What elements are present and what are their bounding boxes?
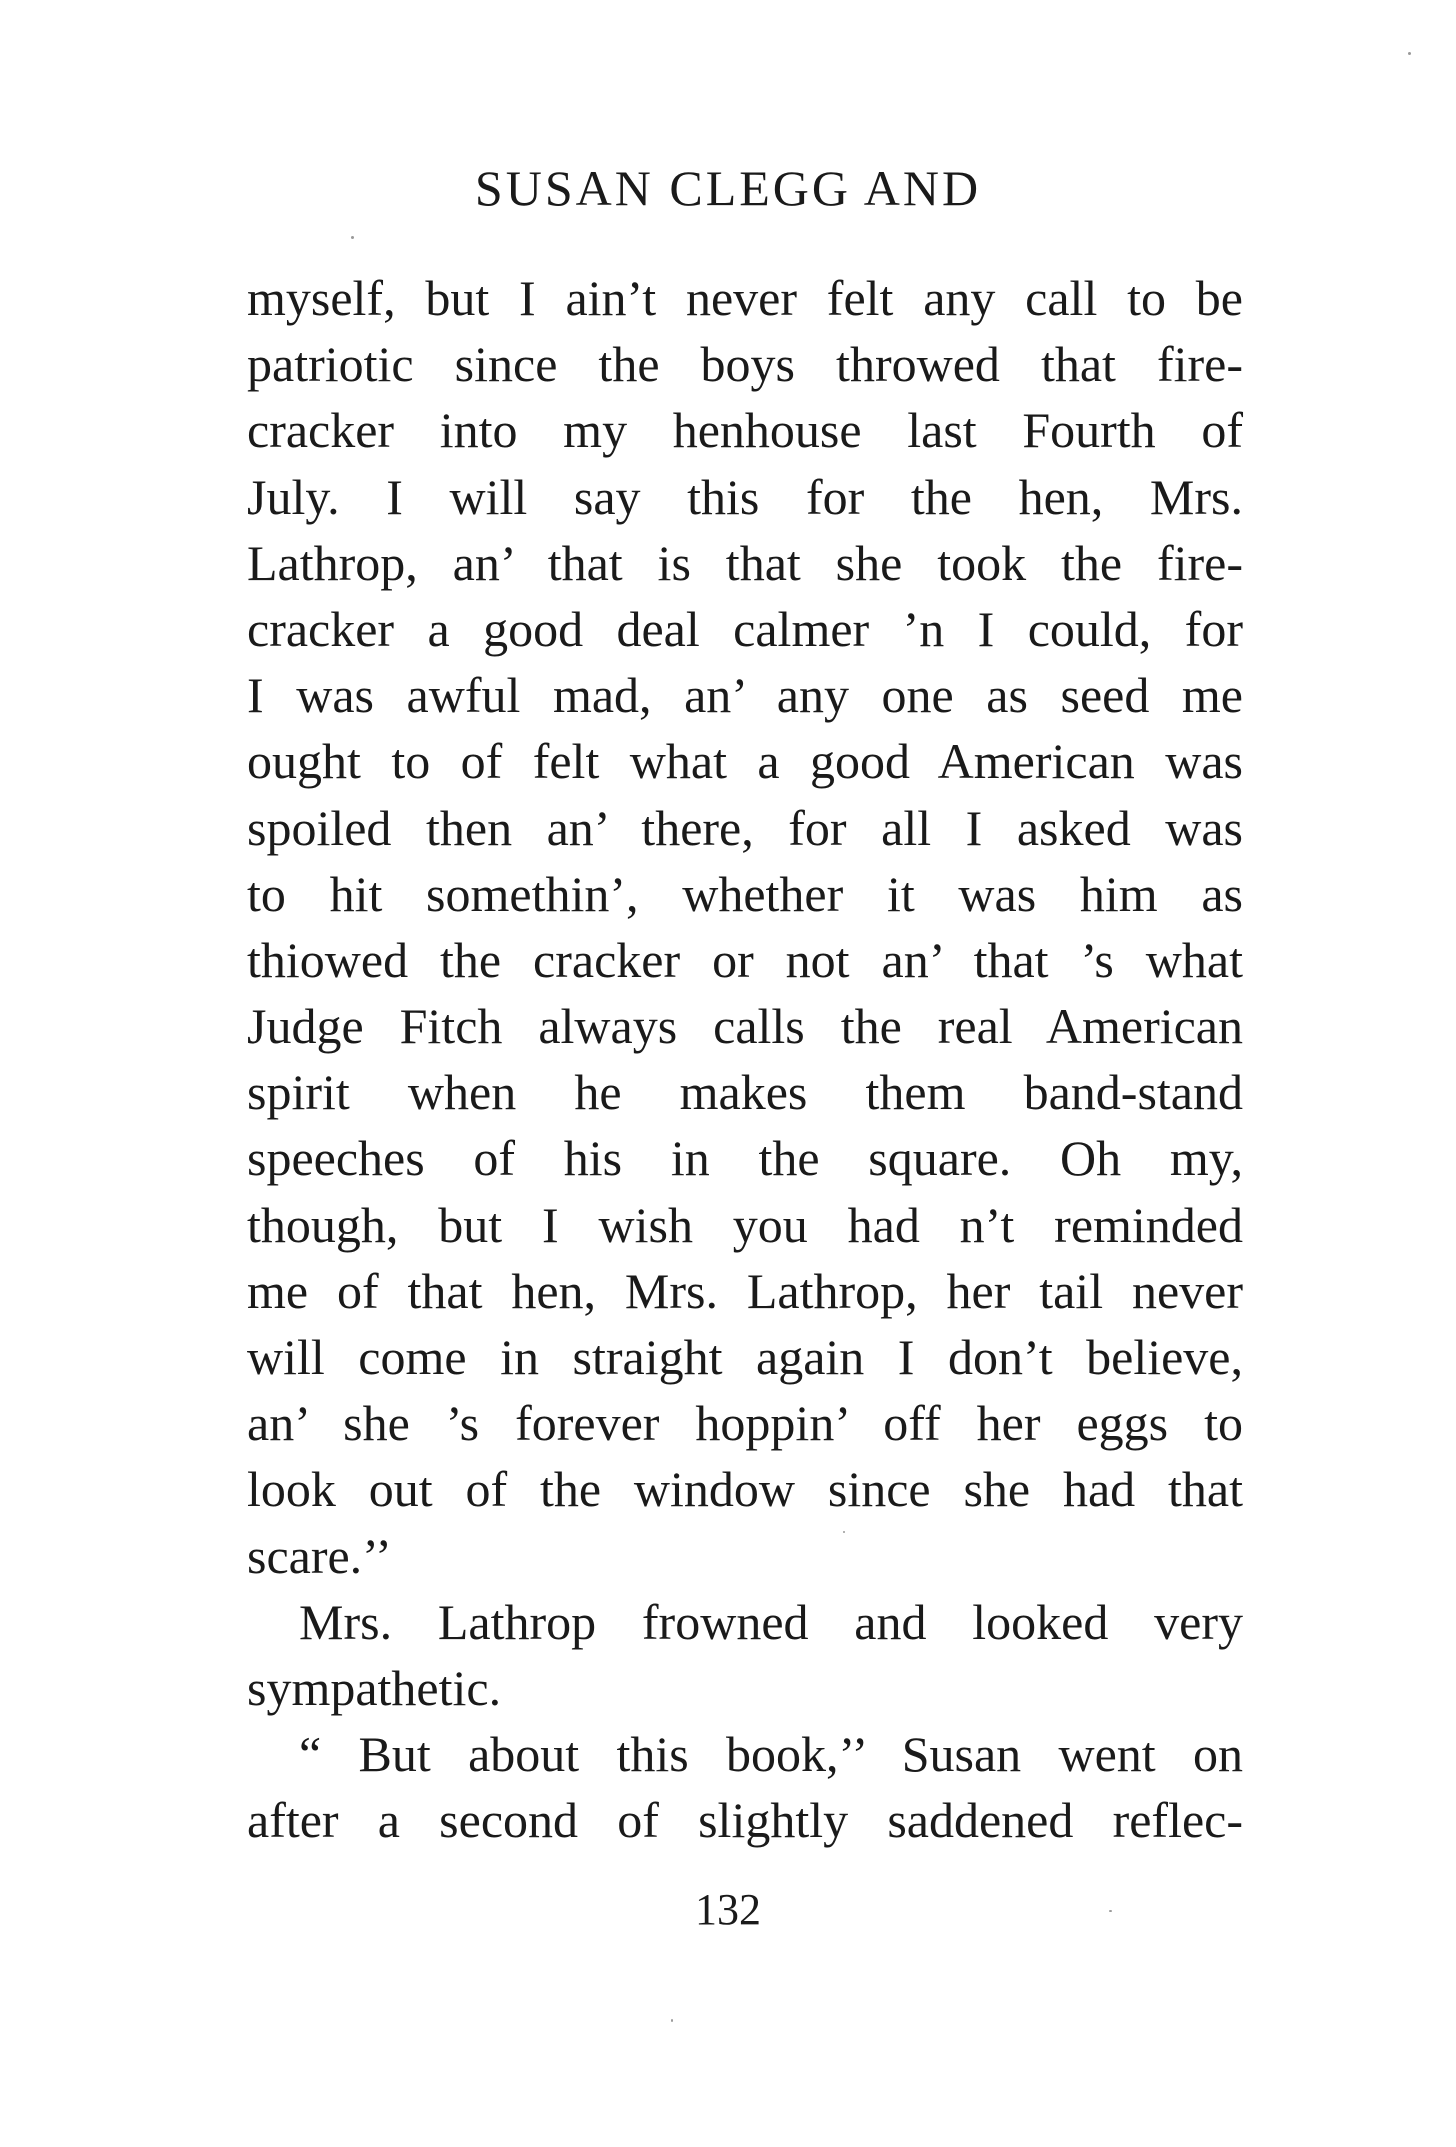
- text-line: spoiled then an’ there, for all I asked was: [247, 799, 1243, 856]
- text-line: an’ she ’s forever hoppin’ off her eggs to: [247, 1395, 1243, 1452]
- scan-speck: [351, 236, 354, 239]
- text-line: Judge Fitch always calls the real American: [247, 998, 1243, 1055]
- text-line: I was awful mad, an’ any one as seed me: [247, 667, 1243, 724]
- text-line: speeches of his in the square. Oh my,: [247, 1130, 1243, 1187]
- scan-speck: [1109, 1910, 1112, 1912]
- text-line: me of that hen, Mrs. Lathrop, her tail never: [247, 1262, 1243, 1319]
- text-line: “ But about this book,’’ Susan went on: [299, 1726, 1243, 1783]
- text-line: thiowed the cracker or not an’ that ’s what: [247, 931, 1243, 988]
- text-line: spirit when he makes them band-stand: [247, 1064, 1243, 1121]
- text-line: scare.’’: [247, 1527, 392, 1584]
- text-line: cracker into my henhouse last Fourth of: [247, 402, 1243, 459]
- text-line: ought to of felt what a good American was: [247, 733, 1243, 790]
- text-line: cracker a good deal calmer ’n I could, for: [247, 600, 1243, 657]
- running-head: SUSAN CLEGG AND: [474, 160, 982, 216]
- text-line: after a second of slightly saddened reflec-: [247, 1792, 1243, 1849]
- text-line: Mrs. Lathrop frowned and looked very: [299, 1593, 1243, 1650]
- text-line: myself, but I ain’t never felt any call to be: [247, 270, 1243, 326]
- body-text: [247, 265, 1243, 1854]
- text-line: though, but I wish you had n’t reminded: [247, 1196, 1243, 1253]
- scan-speck: [1408, 52, 1411, 55]
- text-line: patriotic since the boys throwed that fire-: [247, 336, 1243, 393]
- text-line: to hit somethin’, whether it was him as: [247, 865, 1243, 922]
- text-line: look out of the window since she had that: [247, 1461, 1243, 1518]
- text-line: Lathrop, an’ that is that she took the fire-: [247, 534, 1243, 591]
- scan-speck: [843, 1531, 845, 1533]
- text-line: sympathetic.: [247, 1659, 502, 1716]
- page-number: 132: [695, 1885, 761, 1934]
- text-line: will come in straight again I don’t believe,: [247, 1329, 1243, 1385]
- text-line: July. I will say this for the hen, Mrs.: [247, 468, 1243, 525]
- scan-speck: [671, 2019, 673, 2022]
